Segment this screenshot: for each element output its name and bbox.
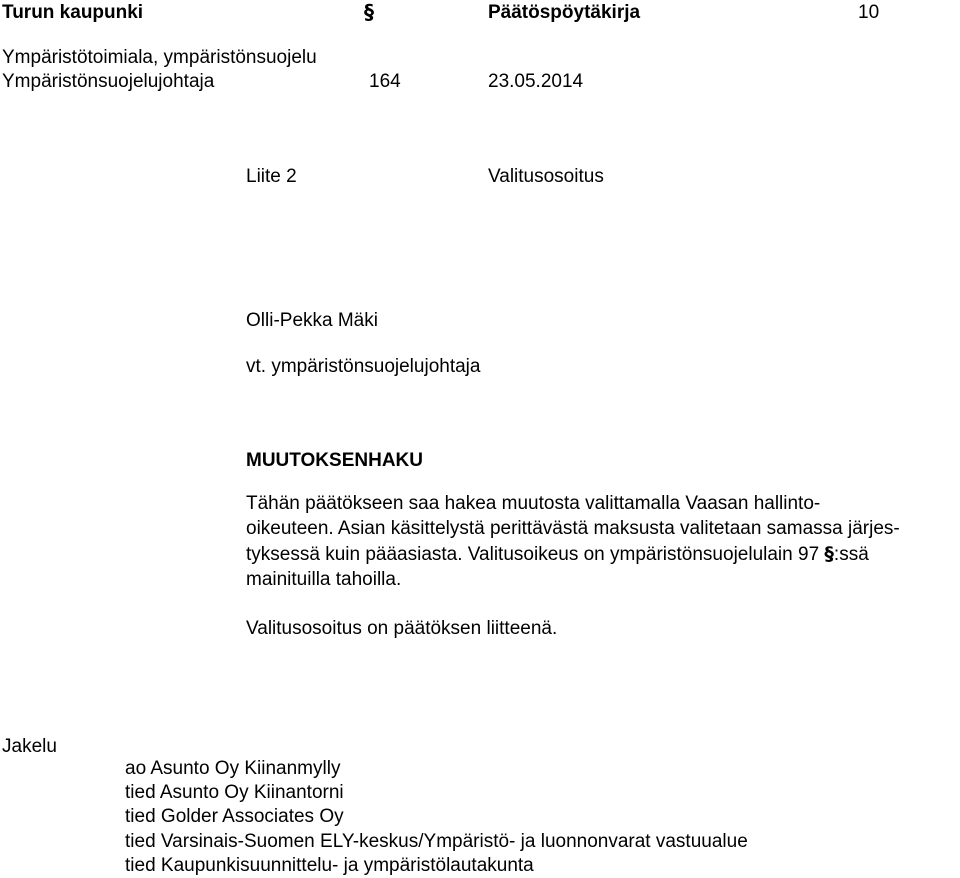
section-symbol: §	[364, 0, 374, 24]
distribution-list	[125, 757, 748, 878]
appeal-line-4: mainituilla tahoilla.	[246, 568, 402, 590]
department-name: Ympäristötoimiala, ympäristönsuojelu	[2, 47, 317, 68]
appeal-line-1: Tähän päätökseen saa hakea muutosta valittamalla Vaasan hallinto-	[246, 493, 821, 514]
organization-name: Turun kaupunki	[2, 2, 144, 23]
document-type: Päätöspöytäkirja	[488, 2, 641, 23]
distribution-recipient: ao Asunto Oy Kiinanmylly	[125, 758, 341, 779]
appeal-note: Valitusosoitus on päätöksen liitteenä.	[246, 618, 558, 639]
distribution-recipient: tied Golder Associates Oy	[125, 806, 344, 828]
appeal-line-2: oikeuteen. Asian käsittelystä perittävästä maksusta valitetaan samassa järjes-	[246, 518, 900, 540]
page-number: 10	[858, 2, 880, 23]
appeal-line-3	[246, 542, 956, 567]
distribution-recipient: tied Varsinais-Suomen ELY-keskus/Ympäristö- ja luonnonvarat vastuualue	[125, 830, 748, 852]
appeal-line-3-text: tyksessä kuin pääasiasta. Valitusoikeus on ympäristönsuojelulain 97	[246, 543, 825, 565]
appeal-heading: MUUTOKSENHAKU	[246, 450, 423, 471]
section-symbol-inline: §	[824, 542, 834, 565]
signatory-title: vt. ympäristönsuojelujohtaja	[246, 356, 481, 377]
signatory-name: Olli-Pekka Mäki	[246, 310, 378, 331]
decision-number: 164	[369, 71, 401, 92]
attachment-label: Liite 2	[246, 166, 297, 187]
distribution-recipient: tied Kaupunkisuunnittelu- ja ympäristölautakunta	[125, 854, 534, 876]
distribution-recipient: tied Asunto Oy Kiinantorni	[125, 782, 344, 804]
appeal-line-3-suffix: :ssä	[833, 543, 869, 565]
appeal-paragraph	[246, 491, 956, 592]
distribution-label: Jakelu	[2, 736, 57, 757]
decision-date: 23.05.2014	[488, 71, 584, 92]
attachment-title: Valitusosoitus	[488, 166, 604, 187]
decision-maker: Ympäristönsuojelujohtaja	[2, 71, 215, 92]
